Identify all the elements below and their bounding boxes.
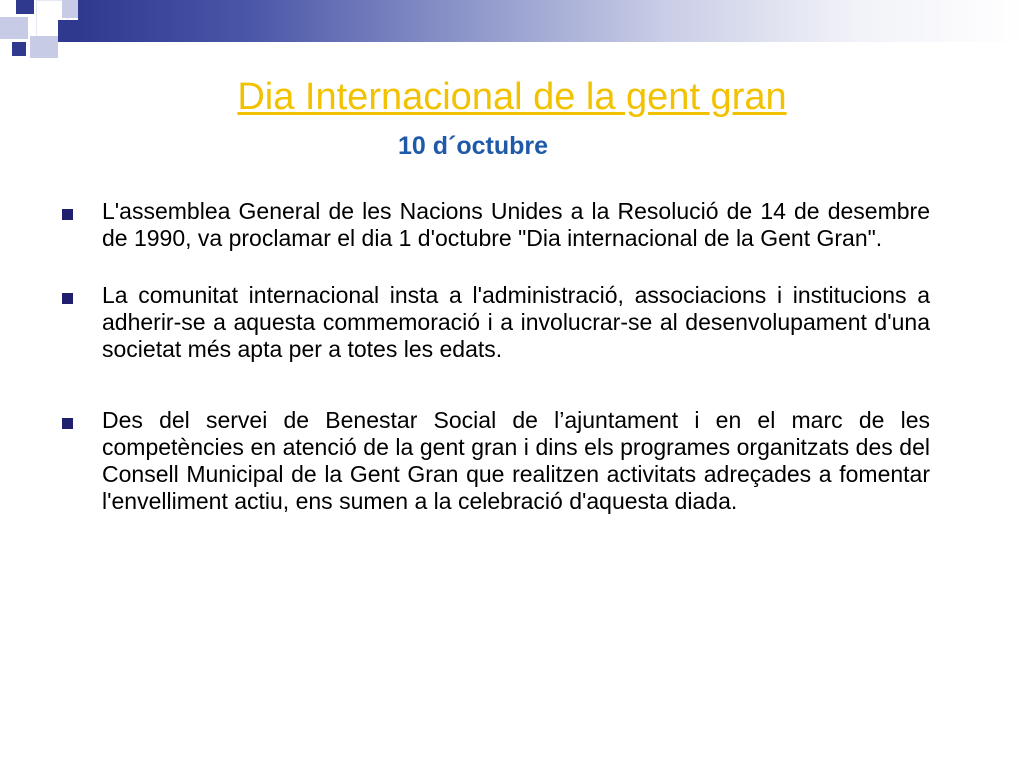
bullet-item [62, 198, 930, 252]
header-gradient-bar [78, 0, 1024, 42]
bullet-item [62, 407, 930, 515]
title-block [0, 76, 1024, 119]
square-bullet-icon [62, 209, 73, 220]
bullet-text: L'assemblea General de les Nacions Unides a la Resolució de 14 de desembre de 1990, va proclamar el dia 1 d'octubre "Dia internacional de la Gent Gran". [102, 198, 930, 251]
corner-square-6 [58, 20, 78, 42]
bullet-text: La comunitat internacional insta a l'administració, associacions i institucions a adherir-se a aquesta commemoració i a involucrar-se al desenvolupament d'una societat més apta per a totes les edats. [102, 282, 930, 362]
slide-subtitle: 10 d´octubre [398, 132, 549, 160]
corner-square-2 [0, 17, 28, 39]
slide-title: Dia Internacional de la gent gran [237, 76, 787, 118]
bullet-text: Des del servei de Benestar Social de l’ajuntament i en el marc de les competències en atenció de la gent gran i dins els programes organitzats des del Consell Municipal de la Gent Gran que realitzen activitats adreçades a fomentar l'envelliment actiu, ens sumen a la celebració d'aquesta diada. [102, 407, 930, 514]
bullet-item [62, 282, 930, 363]
corner-square-5 [30, 36, 58, 58]
corner-square-1 [16, 0, 34, 14]
square-bullet-icon [62, 418, 73, 429]
corner-square-7 [12, 42, 26, 56]
square-bullet-icon [62, 293, 73, 304]
bullet-list [62, 198, 930, 545]
corner-square-4 [62, 0, 78, 18]
